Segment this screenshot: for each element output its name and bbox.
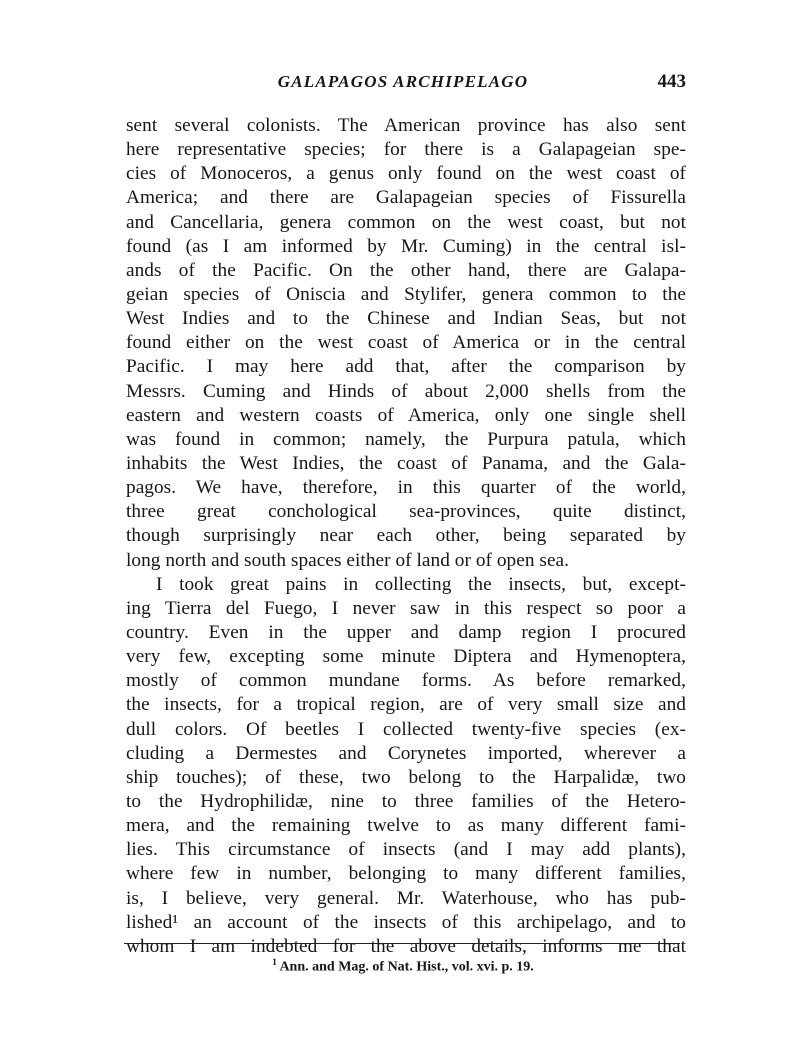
text-line: pagos. We have, therefore, in this quarter of the world, — [126, 477, 686, 499]
text-line: lies. This circumstance of insects (and I may add plants), — [126, 839, 686, 861]
text-line: West Indies and to the Chinese and Indian Seas, but not — [126, 308, 686, 330]
body-text — [126, 114, 686, 959]
text-line: ands of the Pacific. On the other hand, there are Galapa- — [126, 259, 686, 281]
text-line: geian species of Oniscia and Stylifer, genera common to the — [126, 283, 686, 305]
footnote-rule — [124, 943, 680, 944]
text-line: is, I believe, very general. Mr. Waterhouse, who has pub- — [126, 887, 686, 909]
text-line: the insects, for a tropical region, are of very small size and — [126, 694, 686, 716]
text-line: cies of Monoceros, a genus only found on the west coast of — [126, 163, 686, 185]
text-line: mostly of common mundane forms. As before remarked, — [126, 670, 686, 692]
text-line: found (as I am informed by Mr. Cuming) in the central isl- — [126, 235, 686, 257]
text-line: Pacific. I may here add that, after the comparison by — [126, 356, 686, 378]
text-line: cluding a Dermestes and Corynetes imported, wherever a — [126, 742, 686, 764]
text-line: long north and south spaces either of land or of open sea. — [126, 549, 570, 571]
text-line: Messrs. Cuming and Hinds of about 2,000 shells from the — [126, 380, 686, 402]
footnote-marker: 1 — [272, 957, 277, 967]
footnote — [120, 957, 686, 976]
running-head — [120, 72, 686, 98]
text-line: was found in common; namely, the Purpura patula, which — [126, 428, 686, 450]
footnote-text: Ann. and Mag. of Nat. Hist., vol. xvi. p. 19. — [279, 959, 534, 975]
text-line: found either on the west coast of America or in the central — [126, 332, 686, 354]
page-number: 443 — [657, 71, 686, 92]
text-line: sent several colonists. The American province has also sent — [126, 115, 686, 136]
text-line: dull colors. Of beetles I collected twenty-five species (ex- — [126, 718, 686, 740]
text-line: though surprisingly near each other, being separated by — [126, 525, 686, 547]
text-line: whom I am indebted for the above details, informs me that — [126, 935, 686, 957]
text-line: eastern and western coasts of America, only one single shell — [126, 404, 686, 426]
text-line: I took great pains in collecting the insects, but, except- — [156, 573, 686, 595]
text-line: mera, and the remaining twelve to as many different fami- — [126, 815, 686, 837]
text-line: very few, excepting some minute Diptera and Hymenoptera, — [126, 646, 686, 668]
text-line: country. Even in the upper and damp region I procured — [126, 621, 686, 643]
text-line: lished¹ an account of the insects of this archipelago, and to — [126, 911, 686, 933]
text-line: to the Hydrophilidæ, nine to three families of the Hetero- — [126, 790, 686, 812]
text-line: ship touches); of these, two belong to the Harpalidæ, two — [126, 766, 686, 788]
text-line: three great conchological sea-provinces, quite distinct, — [126, 501, 686, 523]
text-line: here representative species; for there is a Galapageian spe- — [126, 139, 686, 161]
running-title: GALAPAGOS ARCHIPELAGO — [277, 72, 529, 91]
text-line: and Cancellaria, genera common on the west coast, but not — [126, 211, 686, 233]
text-line: ing Tierra del Fuego, I never saw in this respect so poor a — [126, 597, 686, 619]
text-line: America; and there are Galapageian species of Fissurella — [126, 187, 686, 209]
text-line: where few in number, belonging to many different families, — [126, 863, 686, 885]
text-line: inhabits the West Indies, the coast of Panama, and the Gala- — [126, 452, 686, 474]
